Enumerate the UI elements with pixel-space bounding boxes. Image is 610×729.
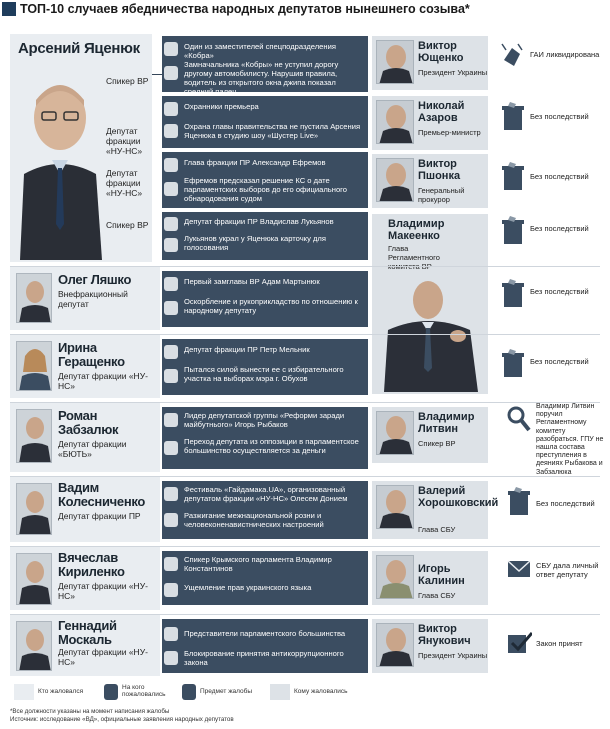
target-azarov [372,96,488,150]
person-name: Ирина Геращенко [58,340,125,369]
target-name: Виктор Ющенко [418,40,464,64]
target-photo [376,411,414,455]
target-photo [376,623,414,667]
accused-icon [164,345,178,359]
case-row-kolesnichenko [10,476,600,542]
trash-bin-icon [500,100,526,132]
case-panel-10 [162,619,368,673]
legend-who: Кто жаловался [38,688,84,695]
result-text: Закон принят [536,639,583,648]
target-yushchenko [372,36,488,90]
target-name: Игорь Калинин [418,563,465,587]
case-panel-6 [162,339,368,395]
person-name: Олег Ляшко [58,272,132,287]
target-name: Владимир Литвин [418,411,475,435]
case-panel-5 [162,271,368,327]
broken-siren-icon [500,40,526,72]
result-text: Владимир Литвин поручил Регламентному комитету разобраться. ГПУ не нашла состава преступления в деяниях Рыбакова и Забзалюка [536,403,604,476]
target-role: Генеральный прокурор [418,186,465,204]
result-1 [500,40,600,80]
person-block [10,615,160,676]
case-panel-3 [162,152,368,208]
result-9 [506,553,606,597]
document-icon [164,182,178,196]
document-icon [164,513,178,527]
person-role: Депутат фракции ПР [58,511,141,521]
main-role-3: Депутат фракции «НУ-НС» [106,168,143,198]
main-role-4: Спикер ВР [106,220,149,230]
legend-icon-subject [182,684,196,700]
case-3-accused: Глава фракции ПР Александр Ефремов [184,158,326,167]
case-2-complaint: Охрана главы правительства не пустила Арсения Яценюка в студию шоу «Шустер Live» [184,122,361,140]
person-role: Депутат фракции «БЮТЬ» [58,439,127,459]
legend-swatch-to-whom [270,684,290,700]
legend-swatch-who [14,684,34,700]
case-panel-8 [162,481,368,539]
person-role: Внефракционный депутат [58,289,128,309]
result-text: Без последствий [530,112,589,121]
trash-bin-icon [500,160,526,192]
document-icon [164,369,178,383]
case-7-complaint: Переход депутата из оппозиции в парламентское большинство осуществляется за деньги [184,437,359,455]
accused-icon [164,557,178,571]
title-marker [2,2,16,16]
target-role: Президент Украины [418,651,488,660]
target-kalinin [372,551,488,605]
accused-icon [164,217,178,231]
target-role: Президент Украины [418,68,488,77]
case-9-accused: Спикер Крымского парламента Владимир Константинов [184,555,332,573]
person-block [10,267,160,330]
document-icon [164,651,178,665]
case-panel-9 [162,551,368,605]
case-3-complaint: Ефремов предсказал решение КС о дате парламентских выборов до его официального обнародования судом [184,176,347,203]
target-pshonka [372,154,488,208]
person-block [10,547,160,610]
result-text: ГАИ ликвидирована [530,50,600,59]
case-4-accused: Депутат фракции ПР Владислав Лукьянов [184,217,334,226]
case-panel-7 [162,407,368,469]
target-yanukovych [372,619,488,673]
case-panel-2 [162,96,368,148]
case-panel-4 [162,212,368,260]
case-8-accused: Фестиваль «Гайдамака.UA», организованный депутатом фракции «НУ-НС» Олесем Донием [184,485,348,503]
person-role: Депутат фракции «НУ-НС» [58,647,148,667]
person-name: Вячеслав Кириленко [58,550,125,579]
page-title: ТОП-10 случаев ябедничества народных депутатов нынешнего созыва* [20,2,470,16]
case-10-complaint: Блокирование принятия антикоррупционного закона [184,649,344,667]
case-7-accused: Лидер депутатской группы «Реформи заради майбутнього» Игорь Рыбаков [184,411,345,429]
document-icon [164,66,178,80]
case-9-complaint: Ущемление прав украинского языка [184,583,312,592]
person-name: Роман Забзалюк [58,408,119,437]
case-10-accused: Представители парламентского большинства [184,629,346,638]
trash-bin-icon [500,277,526,309]
accused-icon [164,277,178,291]
target-litvin [372,407,488,463]
case-6-complaint: Пытался силой вынести ее с избирательного участка на выборах мэра г. Обухов [184,365,344,383]
result-text: Без последствий [530,224,589,233]
result-text: Без последствий [530,172,589,181]
document-icon [164,124,178,138]
legend-to-whom: Кому жаловались [294,688,348,695]
accused-icon [164,158,178,172]
person-role: Депутат фракции «НУ-НС» [58,581,148,601]
target-photo [376,40,414,84]
result-text: Без последствий [530,357,589,366]
result-6 [500,347,600,387]
footnote-line-1: *Все должности указаны на момент написания жалобы [10,708,170,715]
document-icon [164,583,178,597]
case-row-kirilenko [10,546,600,610]
legend [10,680,600,706]
target-photo [376,158,414,202]
checkmark-icon [506,627,532,659]
accused-icon [164,627,178,641]
target-name: Владимир Макеенко [388,218,445,242]
result-4 [500,214,600,254]
case-5-accused: Первый замглавы ВР Адам Мартынюк [184,277,320,286]
main-role-2: Депутат фракции «НУ-НС» [106,126,143,156]
case-1-accused: Один из заместителей спецподразделения «Кобра» [184,42,336,60]
person-photo [16,273,52,323]
result-5 [500,277,600,317]
document-icon [164,441,178,455]
result-8 [506,485,606,525]
person-photo [16,553,52,605]
footnote [10,708,600,723]
target-name: Виктор Пшонка [418,158,461,182]
target-role: Глава Регламентного комитета ВР [388,244,440,271]
case-row-zabzalyuk [10,402,604,476]
accused-icon [164,413,178,427]
person-block [10,477,160,542]
person-photo [16,409,52,463]
target-role: Спикер ВР [418,439,456,448]
case-panel-1 [162,36,368,96]
main-person-name: Арсений Яценюк [18,40,140,57]
result-text: Без последствий [536,499,595,508]
result-2 [500,100,600,140]
legend-icon-on-whom [104,684,118,700]
result-10 [506,627,606,667]
case-8-complaint: Разжигание межнациональной розни и человеконенавистнических настроений [184,511,324,529]
person-name: Вадим Колесниченко [58,480,146,509]
case-6-accused: Депутат фракции ПР Петр Мельник [184,345,310,354]
case-row-moskal [10,614,600,676]
target-name: Николай Азаров [418,100,465,124]
case-row-gerashchenko [10,334,600,398]
person-photo [16,621,52,671]
legend-subject: Предмет жалобы [200,688,253,695]
arrow-connector [152,74,162,75]
main-role-1: Спикер ВР [106,76,149,86]
legend-on-whom: На кого пожаловались [122,684,166,698]
target-role: Премьер-министр [418,128,481,137]
trash-bin-icon [500,347,526,379]
target-photo [376,485,414,529]
case-1-complaint: Замначальника «Кобры» не уступил дорогу другому автомобилисту. Нарушив правила, водитель из открытого окна джипа показал средний палец [184,60,339,96]
target-khoroshkovsky [372,481,499,539]
result-7 [506,403,606,476]
document-icon [164,238,178,252]
person-block [10,403,160,472]
document-icon [164,301,178,315]
accused-icon [164,102,178,116]
target-role: Глава СБУ [418,591,456,600]
person-role: Депутат фракции «НУ-НС» [58,371,148,391]
trash-bin-icon [506,485,532,517]
trash-bin-icon [500,214,526,246]
result-text: СБУ дала личный ответ депутату [536,561,599,579]
accused-icon [164,487,178,501]
target-role: Глава СБУ [418,525,456,534]
person-block [10,335,160,398]
person-photo [16,483,52,535]
envelope-icon [506,553,532,585]
footnote-line-2: Источник: исследование «ВД», официальные заявления народных депутатов [10,715,234,723]
person-photo [16,341,52,391]
main-person-photo [14,64,106,260]
target-name: Валерий Хорошковский [418,485,499,509]
accused-icon [164,42,178,56]
target-photo [376,100,414,144]
result-3 [500,160,600,200]
result-text: Без последствий [530,287,589,296]
target-name: Виктор Янукович [418,623,471,647]
title-bar [0,0,610,22]
target-photo [376,555,414,599]
case-5-complaint: Оскорбление и рукоприкладство по отношению к народному депутату [184,297,358,315]
case-4-complaint: Лукьянов украл у Яценюка карточку для голосования [184,234,326,252]
main-person-block [10,34,152,262]
case-row-lyashko [10,266,600,330]
case-2-accused: Охранники премьера [184,102,259,111]
magnifier-icon [506,403,532,435]
person-name: Геннадий Москаль [58,618,117,647]
